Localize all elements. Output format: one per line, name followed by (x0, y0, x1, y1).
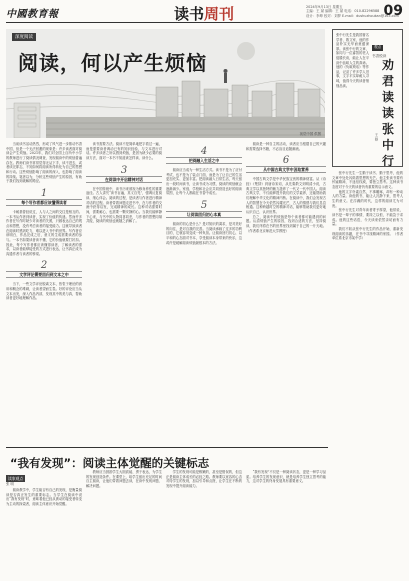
section-title: 每个写作者都应该懂得读者 (6, 199, 82, 206)
section-header (166, 146, 242, 164)
headline: 阅读，何以产生烦恼 (18, 51, 207, 75)
masthead-meta-line: 设计：李坤 校对：刘梦 E-mail：dushuzhoukan@163.com (306, 13, 399, 18)
bottom-column-4 (246, 470, 326, 576)
paragraph: 阅读是一种自主的活动，读者应当根据自己的兴趣和需要选择书籍，不必盲目追随潮流。 (246, 142, 326, 151)
paragraph: 卡耐基曾经说过，人与人之间的交往是相互的。一本书从作者到读者，实现了价值的传递。然而许多作者在写作时缺少对读者的关照，只顾表达自己的观点和思想，没有考虑读者的接受能力。这就导致读者在阅读时感到吃力，难以进入书中的世界。写作者应该明白，作品完成之后，意义的生成需要读者的参与。一本书如果读者读不懂，它的价值就要打折扣。因此，每个写作者都应该懂得读者，了解读者的需求，以读者能够接受的方式进行表达，让书真正成为沟通作者与读者的桥梁。 (6, 209, 82, 256)
bottom-column-2 (86, 470, 162, 576)
section-title: 让阅读回归初心本真 (166, 211, 242, 218)
article-column-3 (166, 142, 242, 444)
paragraph: 阅读应当成为一种生活方式。读书不是为了应付考试，也不是为了装点门面，而是为了让自己的生活更加充实、更加丰富。把阅读融入日常生活，每天留出一段时间读书，让读书成为习惯，阅读的烦恼就会逐渐减少。家庭、学校和社会应共同营造良好的阅读氛围，让每个人都能在书香中成长。 (166, 168, 242, 196)
section-header (86, 165, 162, 183)
newspaper-logo: 中國教育報 (6, 9, 59, 20)
paragraph: 教师应当鼓励学生大胆质疑、勇于表达，为学生的发现创造条件。在课堂上，给学生留出充足的时间自主阅读，让他们带着问题去读，在读中发现问题、解决问题。 (86, 470, 162, 488)
paragraph: 读书需要方法。阅读不是简单地把字看过一遍，而是需要读者调动已有的知识经验，与文本进行对话。许多读者之所以感到烦恼，是因为缺少必要的阅读方法，面对一本书不知道该怎样读、读什么。 (86, 142, 162, 160)
masthead (6, 3, 403, 23)
sidebar-article (332, 29, 403, 167)
bottom-headline: “我有发现”：阅读主体觉醒的关键标志 (10, 456, 210, 470)
section-header (166, 200, 242, 218)
sidebar-heading-block (372, 33, 401, 165)
sidebar-article-body (336, 33, 369, 165)
bottom-author: 张 明 (6, 482, 14, 486)
paragraph: 阅读教学中，学生能否有自己的发现，是衡量阅读是否真正发生的重要标志。当学生在阅读中说出“我有发现”时，意味着他已经从被动的接受者转变为主动的探索者，阅读主体意识开始觉醒。 (6, 488, 82, 506)
section-header (246, 155, 326, 173)
paragraph: 当下，一些文学评论脱离文本，热衷于理论的套用和概念的堆砌，让读者望而生畏。好的评论应当从文本出发，深入作品内部，发现其中的美与真，帮助读者更好地理解作品。 (6, 282, 82, 301)
paragraph: 他的文字朴素自然，不事雕琢，却有一种动人的力量。读他的书，能让人沉静下来，思考人生的意义。在浮躁的时代，这样的阅读尤为可贵。 (332, 189, 403, 208)
section-title: 文学评论需要回归到文本之中 (6, 271, 82, 278)
sidebar-title: 劝君读读张中行 (381, 58, 394, 167)
paragraph: “我有发现”不仅是一种阅读状态，更是一种学习品质。培养学生的发现意识，就是培养学生独立思考的能力，这对学生的终身发展具有重要意义。 (246, 470, 326, 484)
section-number: 1 (40, 187, 48, 199)
paragraph: 学生的发现可能是稚嫩的，甚至是错误的，但这正是阅读主体成长的必经之路。教师要以宽容的心态对待学生的发现，加以引导和点拨，让学生在不断的发现中提升阅读能力。 (166, 470, 242, 488)
article-column-1 (6, 142, 82, 444)
paragraph: 张中行先生是我国著名学者、散文家，他的作品朴实无华而意蕴深厚。读张中行的文章，如同与一位睿智的老人促膝长谈，能让人在平淡中品味人生的真谛。他的《负暄琐话》等作品，记录了许多学人旧事，文字平实却耐人寻味，值得今天的读者细细品读。 (336, 33, 369, 88)
sidebar-article-continued (332, 171, 403, 575)
sidebar-tag: 观点 (374, 45, 382, 49)
paragraph: 中国古典文学是中华民族宝贵的精神财富。从《诗经》《楚辞》到唐诗宋词，从先秦散文到明清小说，古典文学以其独特的魅力滋养了一代又一代中国人。阅读古典文学，不仅能够提升我们的文学素养，还能帮助我们理解中华文化的精神内核。在阅读中，我们会发现古人的智慧在今天依然闪耀光芒，古人的情感与我们息息相通。这种跨越时空的精神对话，能够帮助我们更好地认识自己、认识世界。 (246, 177, 326, 214)
paragraph: 总之，阅读中的烦恼是每个读者都可能遇到的问题。认清烦恼产生的原因，找到合适的方法，坚持阅读，我们终将在书的世界里找到属于自己的一片天地。（作者系北京师范大学教授） (246, 214, 326, 233)
section-header (6, 188, 82, 206)
paragraph: 我们不妨从张中行先生的作品开始，重新发现阅读的乐趣，在书中寻找精神的家园。（作者单位系北京市某中学） (332, 226, 403, 241)
article-column-4 (246, 142, 326, 444)
section-title (174, 3, 234, 24)
section-header (6, 260, 82, 278)
section-number: 2 (40, 260, 48, 272)
masthead-meta-line: 2024年9月13日 星期五 (306, 5, 343, 9)
masthead-meta-line: 主编：王 斌 编辑：王 斌 电话：010-82296588 (306, 9, 380, 14)
bottom-column-1 (6, 488, 82, 576)
section-title: 从中国古典文学中汲取营养 (246, 166, 326, 173)
paragraph: 张中行先生一生勤于读书、勤于思考，他的文章中处处闪烁着思想的光芒。他主张读书要有怀疑精神，不迷信权威，要独立思考。这种读书态度对于今天的读者仍有重要的启示意义。 (332, 171, 403, 189)
section-number: 4 (200, 146, 208, 157)
section-divider (6, 447, 328, 448)
paragraph: 张中行先生对青年读者寄予厚望，他常说，读书是一辈子的事情，要持之以恒，不能急于求成。他的这些话语，今天读来依然亲切而有力量。 (332, 208, 403, 227)
photo-credit: 视觉中国 供图 (299, 132, 321, 136)
section-title: 在阅读中开启精神对话 (86, 176, 162, 183)
hero-tag: 深度阅读 (12, 33, 36, 41)
hero-illustration (6, 29, 325, 138)
bottom-tag: 读家观点 (8, 475, 24, 481)
sidebar-author: 王 颖 (374, 133, 378, 141)
section-title-main: 读书 (174, 5, 205, 23)
paragraph: 在中国传统中，读书历来被视为修身养性的重要途径。古人讲究“读书百遍，其义自见”，强调反复阅读、细心体会。阅读的过程，是读者与作者进行精神对话的过程。读者带着问题走进书中，在与作者的交流中获得启发，完成精神的成长。这种对话需要时间，需要耐心，也需要一颗安静的心。当我们能够静下心来，与书中的人物同喜同悲，与作者的思想同频共振，阅读的烦恼也就随之消解了。 (86, 186, 162, 224)
section-title-accent: 周刊 (204, 5, 235, 23)
paragraph: 当前读书活动热烈，形成了风气进一步推动书香中国，但是一个无法回避的现象是：许多读者面对阅读会产生烦恼。2021年，我们对全国上百所中小学的教师进行了阅读情况调查，发现阅读中的烦恼普遍存在。教师们读书常常觉得无从下手，读不进去，或者读完即忘，不知如何将阅读所得转化为自己的思想和行动。这些烦恼影响了阅读的深入，也影响了阅读的持续。笔者以为，分析这些烦恼产生的原因，有助于我们找到破解的路径。 (6, 142, 82, 184)
section-number: 5 (200, 199, 208, 211)
section-title: 把阅融入生活之中 (166, 157, 242, 164)
section-number: 3 (120, 164, 128, 176)
paragraph: 阅读的初心是什么？是对知识的渴求，是对美好的向往，是对自我的完善。当阅读承载了过多的功利目的，它就容易变成一种负担。让阅读回归初心，以平和的心态面对书本，享受阅读本身带来的快乐，这或许是破解阅读烦恼最根本的方法。 (166, 221, 242, 245)
page-number: 09 (383, 3, 403, 19)
bottom-column-3 (166, 470, 242, 576)
sidebar-label: 书香悦读 (372, 54, 387, 58)
hero-artwork (6, 29, 325, 138)
section-number: 6 (282, 155, 290, 167)
article-column-2 (86, 142, 162, 444)
